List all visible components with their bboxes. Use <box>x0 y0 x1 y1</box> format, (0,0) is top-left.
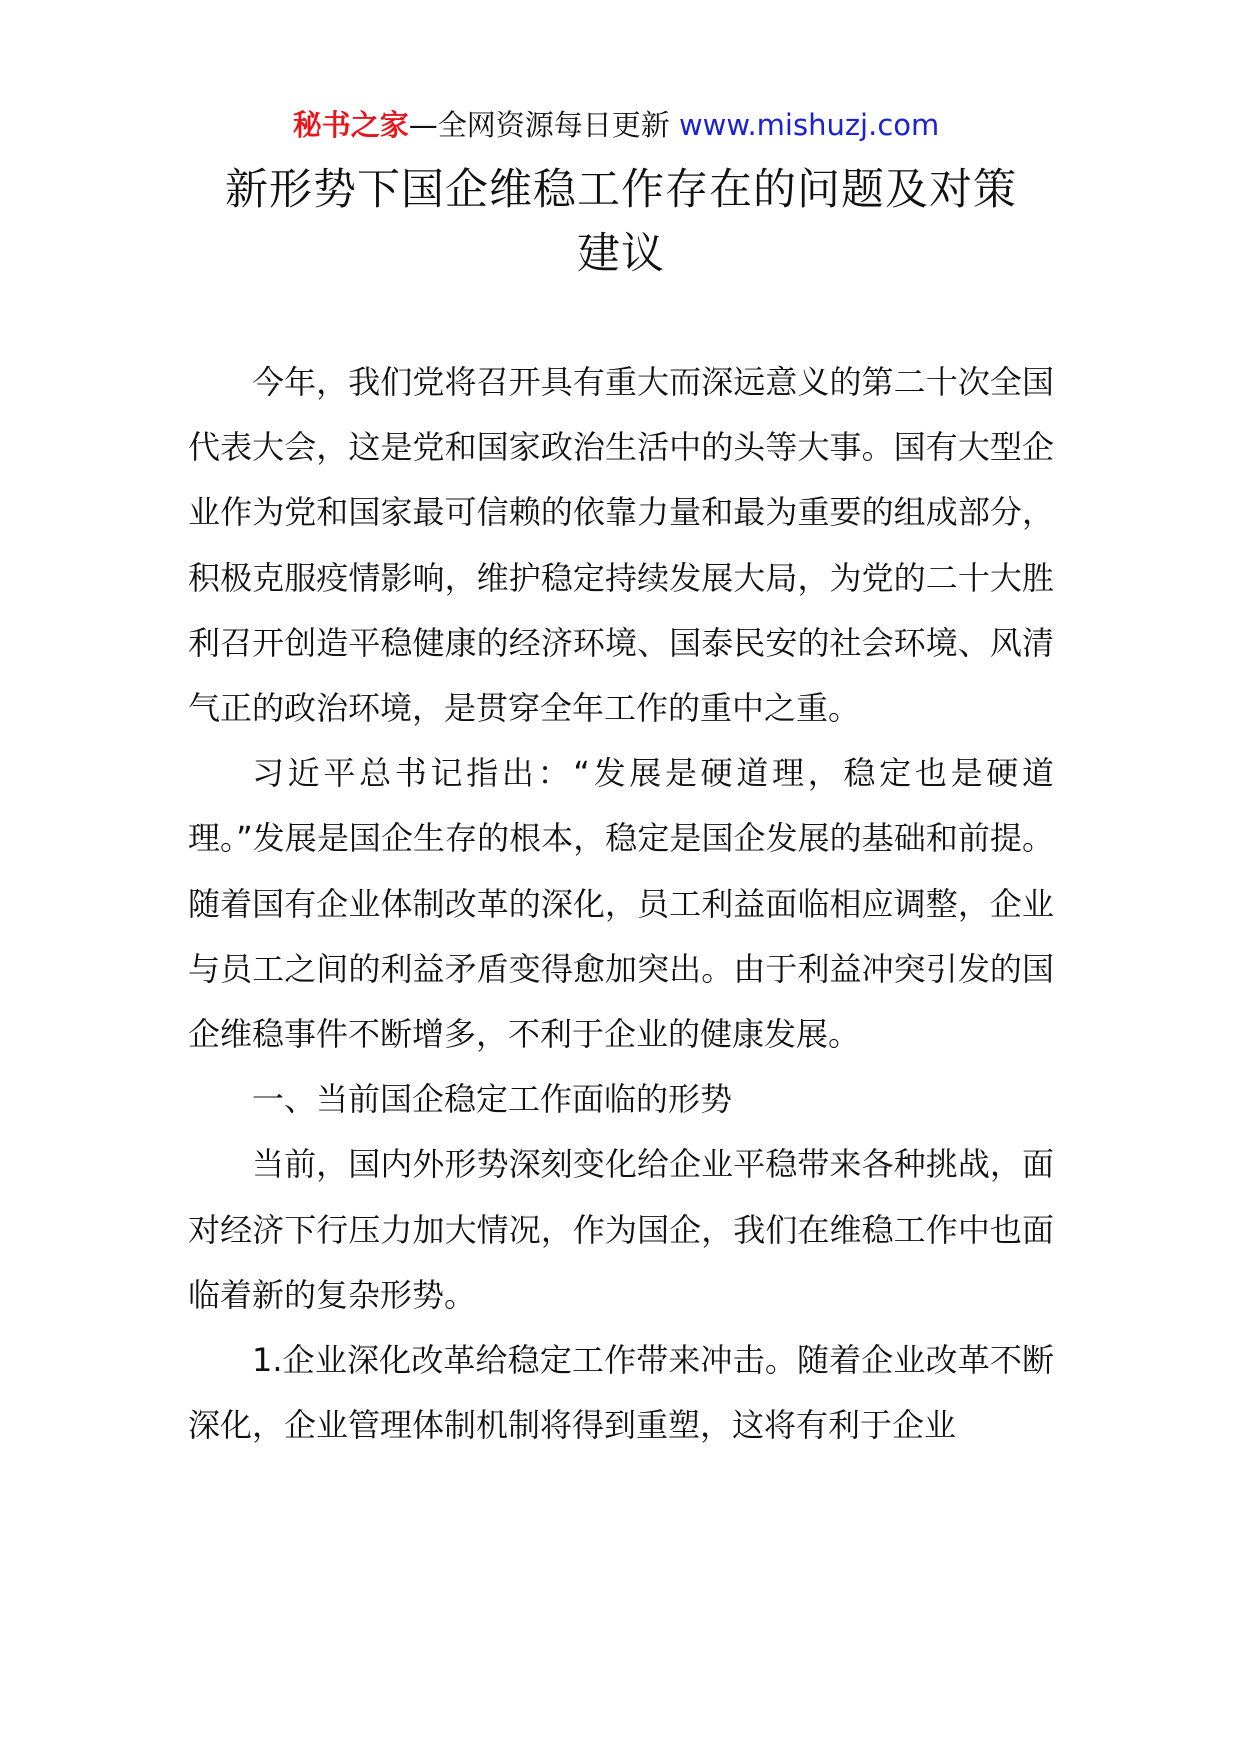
site-banner <box>178 100 1054 150</box>
paragraph-quote: 习近平总书记指出：“发展是硬道理，稳定也是硬道理。”发展是国企生存的根本，稳定是国企发展的基础和前提。随着国有企业体制改革的深化，员工利益面临相应调整，企业与员工之间的利益矛盾变得愈加突出。由于利益冲突引发的国企维稳事件不断增多，不利于企业的健康发展。 <box>188 754 1054 1054</box>
paragraph-intro: 今年，我们党将召开具有重大而深远意义的第二十次全国代表大会，这是党和国家政治生活中的头等大事。国有大型企业作为党和国家最可信赖的依靠力量和最为重要的组成部分，积极克服疫情影响，维护稳定持续发展大局，为党的二十大胜利召开创造平稳健康的经济环境、国泰民安的社会环境、风清气正的政治环境，是贯穿全年工作的重中之重。 <box>188 363 1054 728</box>
paragraph-situation: 当前，国内外形势深刻变化给企业平稳带来各种挑战，面对经济下行压力加大情况，作为国企，我们在维稳工作中也面临着新的复杂形势。 <box>188 1145 1054 1314</box>
paragraph-point-1: 1.企业深化改革给稳定工作带来冲击。随着企业改革不断深化，企业管理体制机制将得到重塑，这将有利于企业 <box>188 1341 1054 1445</box>
banner-brand: 秘书之家 <box>292 108 409 142</box>
section-heading-1: 一、当前国企稳定工作面临的形势 <box>252 1080 733 1119</box>
banner-slogan: —全网资源每日更新 <box>408 108 679 142</box>
document-title-line1: 新形势下国企维稳工作存在的问题及对策 <box>225 165 1017 215</box>
document-title-line2: 建议 <box>577 229 665 279</box>
document-page <box>188 100 1054 1458</box>
banner-url-link[interactable]: www.mishuzj.com <box>678 108 940 142</box>
document-body <box>188 350 1054 1458</box>
document-title <box>188 158 1054 286</box>
